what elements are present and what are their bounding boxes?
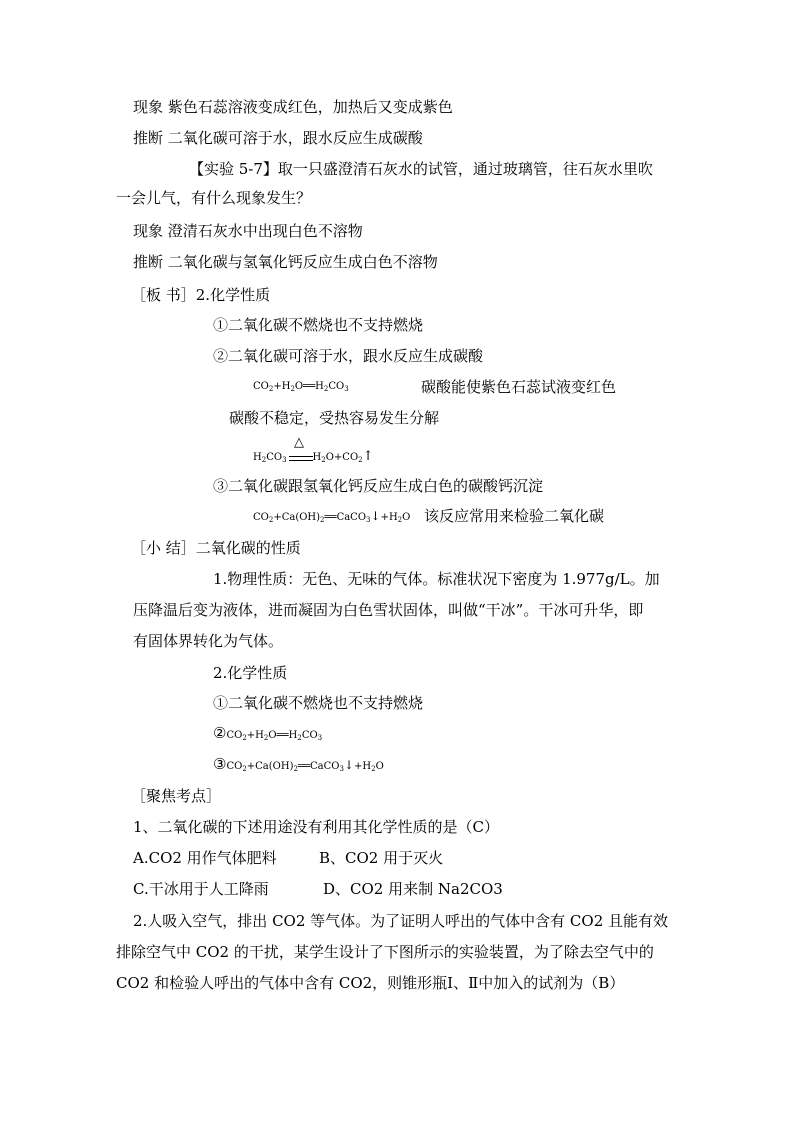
option-a: A.CO2 用作气体肥料 <box>133 849 277 867</box>
test-note: 该反应常用来检验二氧化碳 <box>424 507 605 525</box>
equation-carbonic-acid-formation: $CO_2+H_2O══H_2CO_3$ <box>253 381 349 393</box>
litmus-note: 碳酸能使紫色石蕊试液变红色 <box>421 378 617 396</box>
observation-line-1: 现象 紫色石蕊溶液变成红色，加热后又变成紫色 <box>133 98 453 116</box>
equation-carbonic-acid-decomposition: $H_2CO_3$ $H_2O+CO_2↑$ <box>253 449 374 464</box>
option-d: D、CO2 用来制 Na2CO3 <box>323 880 503 898</box>
question-1: 1、二氧化碳的下述用途没有利用其化学性质的是（C） <box>133 818 500 836</box>
property-2: ②二氧化碳可溶于水，跟水反应生成碳酸 <box>213 347 484 365</box>
focus-exam-heading: ［聚焦考点］ <box>131 787 222 805</box>
physical-properties-line-2: 压降温后变为液体，进而凝固为白色雪状固体，叫做“干冰”。干冰可升华，即 <box>133 601 644 619</box>
summary-property-2: $②CO_2+H_2O══H_2CO_3$ <box>213 724 323 742</box>
summary-property-3: $③CO_2+Ca(OH)_2══CaCO_3↓+H_2O$ <box>213 755 384 773</box>
option-c: C.干冰用于人工降雨 <box>133 880 269 898</box>
experiment-5-7-continuation: 一会儿气，有什么现象发生？ <box>116 189 312 207</box>
carbonic-acid-unstable: 碳酸不稳定，受热容易发生分解 <box>229 409 440 427</box>
question-2-line-3: CO2 和检验人呼出的气体中含有 CO2，则锥形瓶Ⅰ、Ⅱ中加入的试剂为（B） <box>116 974 625 992</box>
question-2-line-2: 排除空气中 CO2 的干扰，某学生设计了下图所示的实验装置，为了除去空气中的 <box>116 943 654 961</box>
chemical-properties-heading: 2.化学性质 <box>213 664 288 682</box>
question-2-line-1: 2.人吸入空气，排出 CO2 等气体。为了证明人呼出的气体中含有 CO2 且能有效 <box>133 912 669 930</box>
property-1: ①二氧化碳不燃烧也不支持燃烧 <box>213 316 424 334</box>
physical-properties-line-3: 有固体界转化为气体。 <box>133 632 284 650</box>
physical-properties-line-1: 1.物理性质：无色、无味的气体。标准状况下密度为 1.977g/L。加 <box>213 570 660 588</box>
experiment-5-7-line: 【实验 5-7】取一只盛澄清石灰水的试管，通过玻璃管，往石灰水里吹 <box>189 160 653 178</box>
summary-heading: ［小 结］二氧化碳的性质 <box>131 539 301 557</box>
option-b: B、CO2 用于灭火 <box>319 849 444 867</box>
summary-property-1: ①二氧化碳不燃烧也不支持燃烧 <box>213 694 424 712</box>
property-3: ③二氧化碳跟氢氧化钙反应生成白色的碳酸钙沉淀 <box>213 477 544 495</box>
equation-limewater-reaction: $CO_2+Ca(OH)_2══CaCO_3↓+H_2O$ <box>253 509 411 524</box>
observation-line-2: 现象 澄清石灰水中出现白色不溶物 <box>133 222 363 240</box>
heat-condition-symbol: △ <box>294 435 304 450</box>
inference-line-1: 推断 二氧化碳可溶于水，跟水反应生成碳酸 <box>133 129 423 147</box>
equals-sign <box>289 456 313 461</box>
blackboard-heading: ［板 书］2.化学性质 <box>131 286 271 304</box>
inference-line-2: 推断 二氧化碳与氢氧化钙反应生成白色不溶物 <box>133 253 438 271</box>
